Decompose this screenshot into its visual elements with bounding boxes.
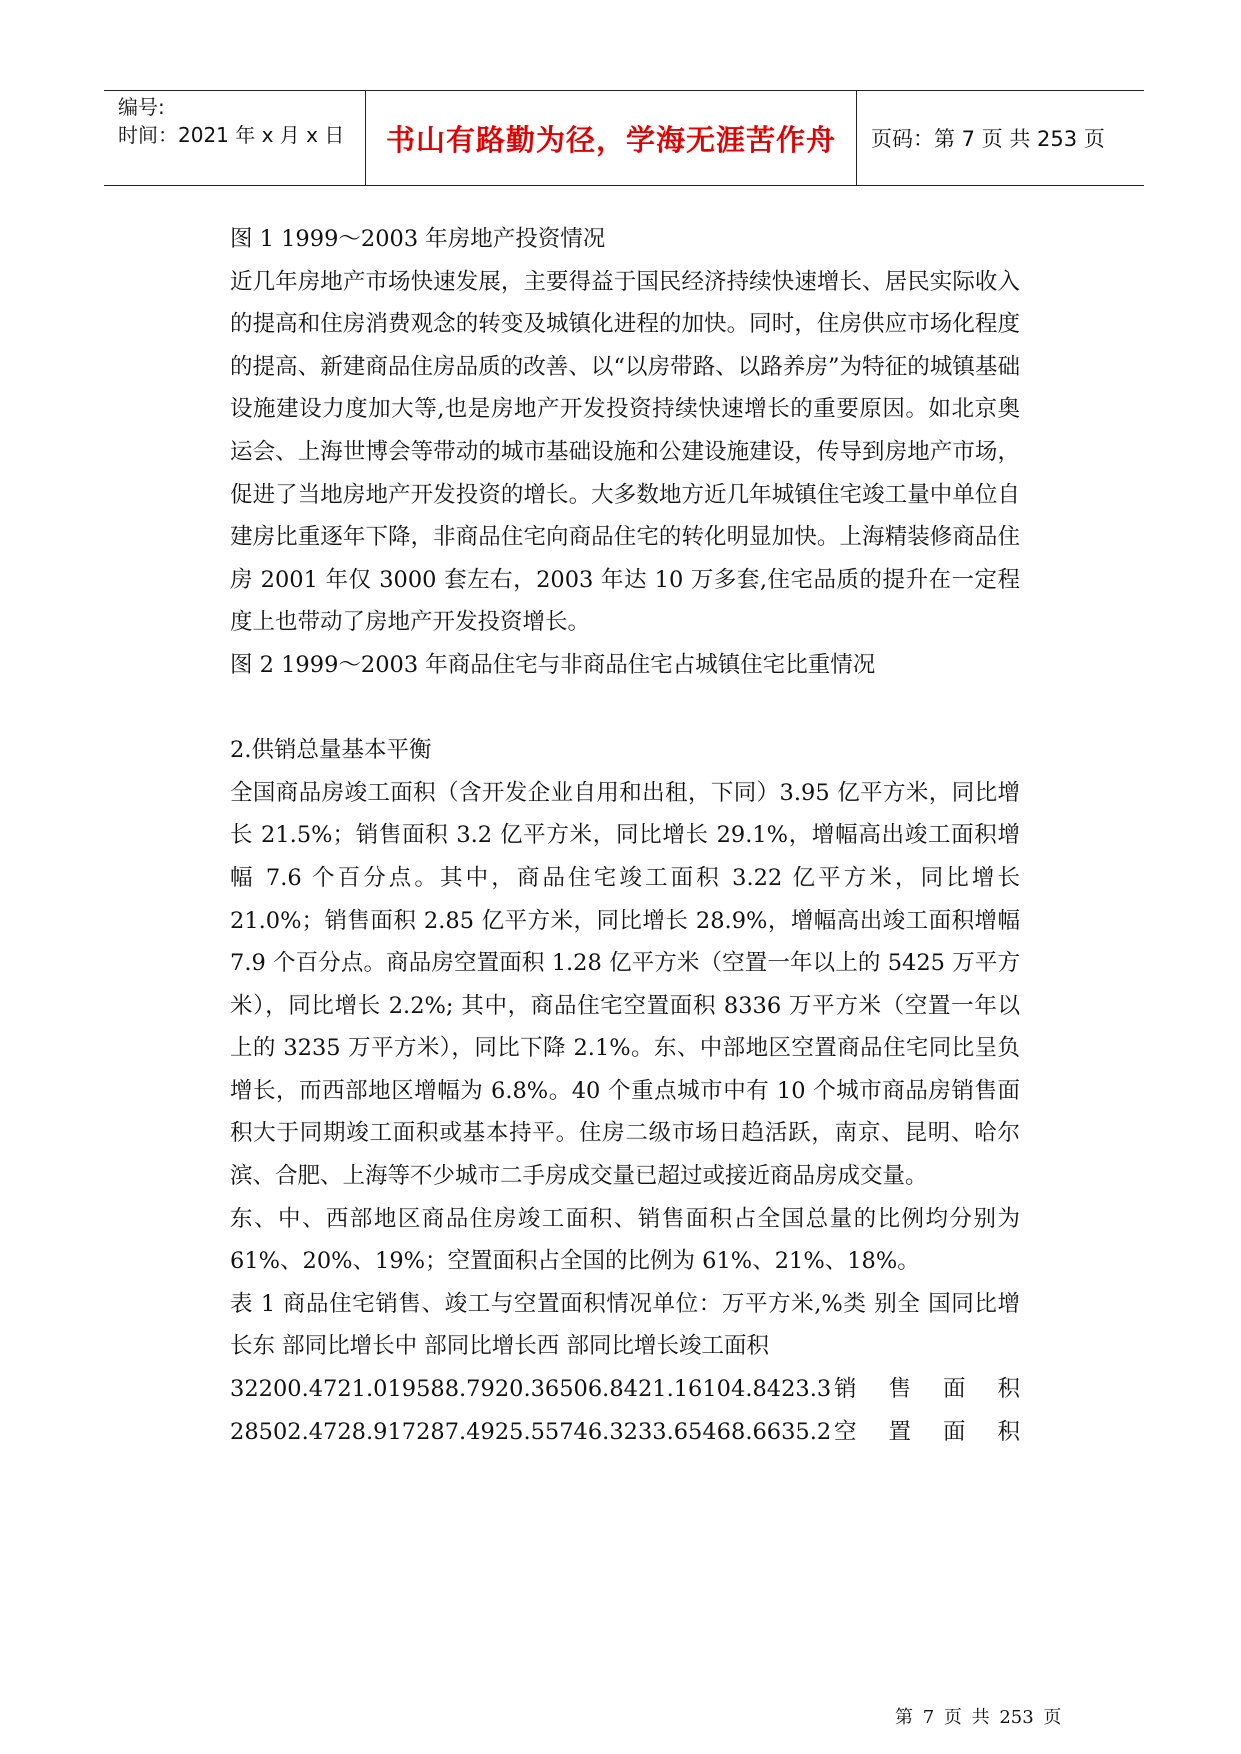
page-header xyxy=(104,90,1144,186)
serial-number-label: 编号: xyxy=(118,95,165,119)
header-motto: 书山有路勤为径，学海无涯苦作舟 xyxy=(366,91,857,185)
row-2-numbers: 28502.4728.917287.4925.55746.3233.65468.6635.2 xyxy=(230,1418,832,1445)
row-1-numbers: 32200.4721.019588.7920.36506.8421.16104.8423.3 xyxy=(230,1376,832,1403)
figure-1-caption: 图 1 1999～2003 年房地产投资情况 xyxy=(230,226,606,252)
blank-line xyxy=(230,687,1020,730)
date-label: 时间：2021 年 x 月 x 日 xyxy=(118,123,345,147)
document-body xyxy=(230,218,1020,1453)
figure-2-caption: 图 2 1999～2003 年商品住宅与非商品住宅占城镇住宅比重情况 xyxy=(230,651,876,678)
row-2-label: 空 置 面 积 xyxy=(834,1418,1020,1445)
header-left-cell xyxy=(104,91,366,185)
table-row xyxy=(230,1411,1020,1454)
section-2-title: 2.供销总量基本平衡 xyxy=(230,737,432,764)
paragraph-investment: 近几年房地产市场快速发展，主要得益于国民经济持续快速增长、居民实际收入的提高和住房消费观念的转变及城镇化进程的加快。同时，住房供应市场化程度的提高、新建商品住房品质的改善、以“以房带路、以路养房”为特征的城镇基础设施建设力度加大等,也是房地产开发投资持续快速增长的重要原因。如北京奥运会、上海世博会等带动的城市基础设施和公建设施建设，传导到房地产市场，促进了当地房地产开发投资的增长。大多数地方近几年城镇住宅竣工量中单位自建房比重逐年下降，非商品住宅向商品住宅的转化明显加快。上海精装修商品住房 2001 年仅 3000 套左右，2003 年达 10 万多套,住宅品质的提升在一定程度上也带动了房地产开发投资增长。 xyxy=(230,268,1020,636)
row-1-label: 销 售 面 积 xyxy=(834,1376,1020,1403)
table-1-text: 表 1 商品住宅销售、竣工与空置面积情况单位：万平方米,%类 别全 国同比增长东 部同比增长中 部同比增长西 部同比增长竣工面积 xyxy=(230,1290,1020,1360)
paragraph-supply-sales: 全国商品房竣工面积（含开发企业自用和出租，下同）3.95 亿平方米，同比增长 21.5%；销售面积 3.2 亿平方米，同比增长 29.1%，增幅高出竣工面积增幅 7.6 个百分点。其中，商品住宅竣工面积 3.22 亿平方米，同比增长 21.0%；销售面积 2.85 亿平方米，同比增长 28.9%，增幅高出竣工面积增幅 7.9 个百分点。商品房空置面积 1.28 亿平方米（空置一年以上的 5425 万平方米），同比增长 2.2%; 其中，商品住宅空置面积 8336 万平方米（空置一年以上的 3235 万平方米），同比下降 2.1%。东、中部地区空置商品住宅同比呈负增长，而西部地区增幅为 6.8%。40 个重点城市中有 10 个城市商品房销售面积大于同期竣工面积或基本持平。住房二级市场日趋活跃，南京、昆明、哈尔滨、合肥、上海等不少城市二手房成交量已超过或接近商品房成交量。 xyxy=(230,779,1020,1190)
header-page-number: 页码：第 7 页 共 253 页 xyxy=(871,127,1105,151)
table-row xyxy=(230,1368,1020,1411)
page-footer: 第 7 页 共 253 页 xyxy=(895,1707,1062,1728)
paragraph-regional-share: 东、中、西部地区商品住房竣工面积、销售面积占全国总量的比例均分别为 61%、20%、19%；空置面积占全国的比例为 61%、21%、18%。 xyxy=(230,1205,1020,1275)
